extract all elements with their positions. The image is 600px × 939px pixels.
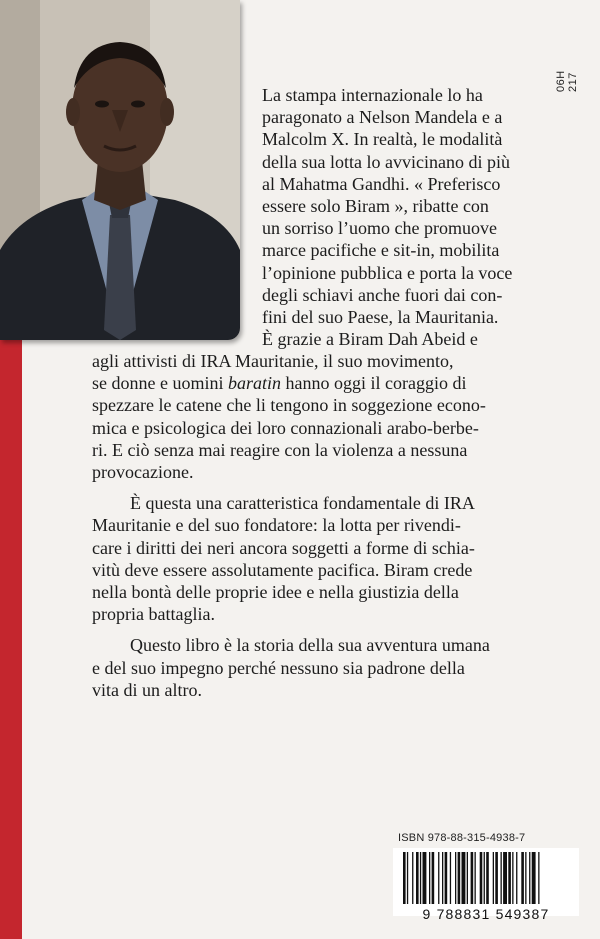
text-line: essere solo Biram », ribatte con — [262, 196, 489, 217]
barcode-bar — [508, 852, 511, 904]
barcode-bar — [429, 852, 430, 904]
text-line: nella bontà delle proprie idee e nella giustizia della — [92, 582, 459, 603]
barcode-bar — [467, 852, 468, 904]
barcode-bar — [475, 852, 476, 904]
barcode-bar — [529, 852, 530, 904]
barcode-bar — [423, 852, 427, 904]
barcode-bar — [525, 852, 526, 904]
text-line: degli schiavi anche fuori dai con- — [262, 284, 503, 305]
text-line: ri. E ciò senza mai reagire con la violenza a nessuna — [92, 439, 468, 460]
text-line: Questo libro è la storia della sua avventura umana — [130, 635, 490, 656]
text-line: È grazie a Biram Dah Abeid e — [262, 329, 478, 350]
barcode-bar — [432, 852, 435, 904]
barcode-bar — [403, 852, 406, 904]
barcode-bar — [420, 852, 421, 904]
barcode-bar — [493, 852, 494, 904]
barcode-bar — [521, 852, 524, 904]
text-line: È questa una caratteristica fondamentale di IRA — [130, 493, 475, 514]
text-line: care i diritti dei neri ancora soggetti a forme di schia- — [92, 537, 475, 558]
barcode-bar — [532, 852, 536, 904]
barcode-bar — [480, 852, 483, 904]
barcode-bar — [458, 852, 461, 904]
author-portrait — [0, 0, 240, 340]
text-line-with-italic — [92, 372, 576, 394]
text-line: agli attivisti di IRA Mauritanie, il suo movimento, — [92, 351, 454, 371]
barcode-bar — [462, 852, 466, 904]
text-fragment: hanno oggi il coraggio di — [281, 373, 467, 394]
text-line: fini del suo Paese, la Mauritania. — [262, 307, 499, 328]
text-line: mica e psicologica dei loro connazionali arabo-berbe- — [92, 417, 479, 438]
paragraph-3 — [92, 634, 576, 701]
barcode-digits: 9 788831 549387 — [422, 906, 550, 922]
text-line: propria battaglia. — [92, 604, 215, 625]
text-line: l’opinione pubblica e porta la voce — [262, 262, 513, 283]
italic-word: baratin — [227, 373, 281, 394]
text-line: paragonato a Nelson Mandela e a — [262, 107, 503, 128]
barcode-bar — [450, 852, 451, 904]
text-line: al Mahatma Gandhi. « Preferisco — [262, 173, 501, 194]
barcode-bar — [455, 852, 456, 904]
barcode-bar — [438, 852, 439, 904]
text-column-lower — [92, 350, 576, 710]
text-line: un sorriso l’uomo che promuove — [262, 218, 497, 239]
text-column-upper — [262, 84, 576, 350]
barcode-bar — [538, 852, 539, 904]
paragraph-1 — [92, 350, 576, 483]
barcode-bar — [495, 852, 498, 904]
text-line: Mauritanie e del suo fondatore: la lotta per rivendi- — [92, 515, 461, 536]
text-line: spezzare le catene che li tengono in soggezione econo- — [92, 395, 486, 416]
barcode-bar — [407, 852, 408, 904]
portrait-image — [0, 0, 240, 340]
barcode-bar — [442, 852, 443, 904]
barcode-bar — [471, 852, 474, 904]
barcode-bar — [503, 852, 507, 904]
barcode-bar — [412, 852, 413, 904]
text-line: vitù deve essere assolutamente pacifica. Biram crede — [92, 559, 473, 580]
text-line: provocazione. — [92, 462, 194, 483]
text-line: Malcolm X. In realtà, le modalità — [262, 129, 503, 150]
text-fragment: se donne e uomini — [92, 373, 228, 394]
book-code: 06H 217 — [555, 70, 579, 92]
barcode-bar — [445, 852, 448, 904]
barcode-bar — [486, 852, 489, 904]
text-line: marce pacifiche e sit-in, mobilita — [262, 240, 500, 261]
barcode-bar — [416, 852, 419, 904]
text-line: La stampa internazionale lo ha — [262, 85, 483, 105]
text-line: vita di un altro. — [92, 679, 202, 700]
isbn-label: ISBN 978-88-315-4938-7 — [398, 832, 526, 844]
text-line: della sua lotta lo avvicinano di più — [262, 151, 510, 172]
barcode-bar — [516, 852, 517, 904]
text-line: e del suo impegno perché nessuno sia padrone della — [92, 657, 465, 678]
barcode-bar — [484, 852, 485, 904]
barcode-bar — [501, 852, 502, 904]
paragraph-2 — [92, 492, 576, 625]
barcode-bar — [512, 852, 513, 904]
red-side-band — [0, 340, 22, 939]
